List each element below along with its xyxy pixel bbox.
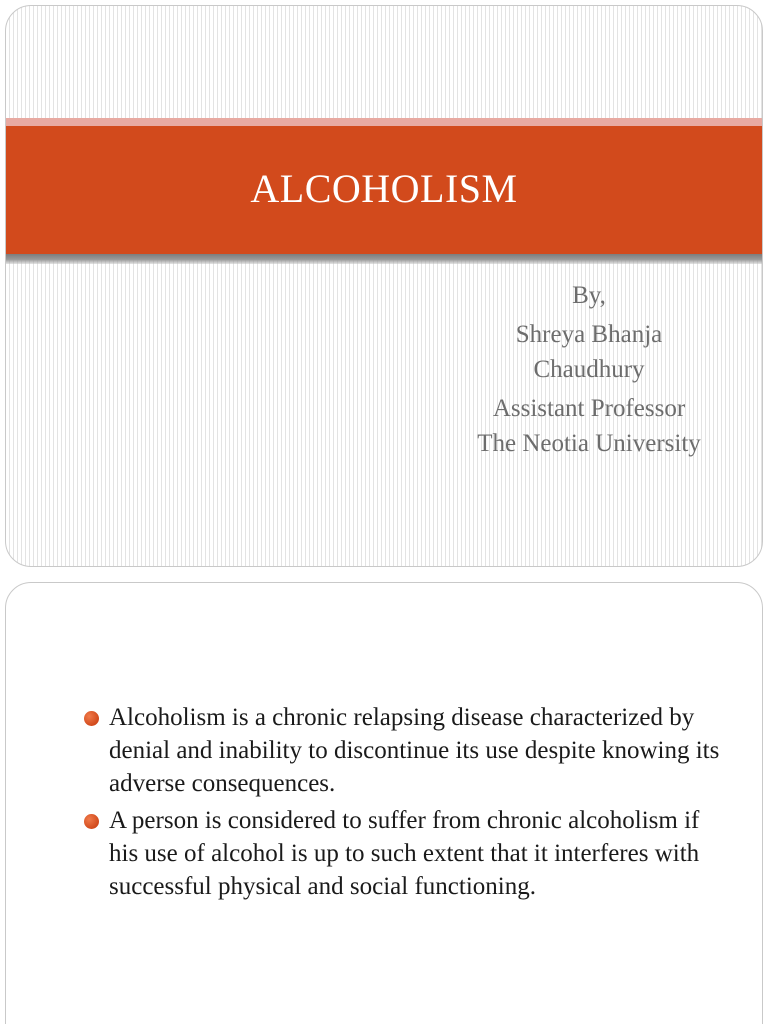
bullet-text: A person is considered to suffer from chronic alcoholism if his use of alcohol is up to such extent that it interferes with successful physical and social functioning. — [109, 807, 700, 900]
author-name-line1: Shreya Bhanja — [515, 321, 663, 348]
author-position: Assistant Professor — [492, 395, 686, 422]
bullet-item — [84, 701, 734, 800]
slide-title: ALCOHOLISM — [250, 165, 518, 211]
title-slide — [5, 5, 763, 567]
title-band-shadow — [6, 254, 762, 264]
bullet-list — [84, 701, 734, 907]
title-band-top-accent — [6, 118, 762, 126]
bullet-item — [84, 804, 734, 903]
byline-by: By, — [572, 282, 606, 309]
bullet-dot-icon — [84, 814, 99, 829]
bullet-text: Alcoholism is a chronic relapsing disease characterized by denial and inability to discontinue its use despite knowing its adverse consequences. — [109, 704, 720, 797]
bullet-dot-icon — [84, 711, 99, 726]
title-band — [6, 126, 762, 254]
content-slide — [5, 582, 763, 1024]
author-byline — [446, 278, 732, 461]
author-institution: The Neotia University — [477, 430, 701, 457]
author-name-line2: Chaudhury — [533, 356, 645, 383]
